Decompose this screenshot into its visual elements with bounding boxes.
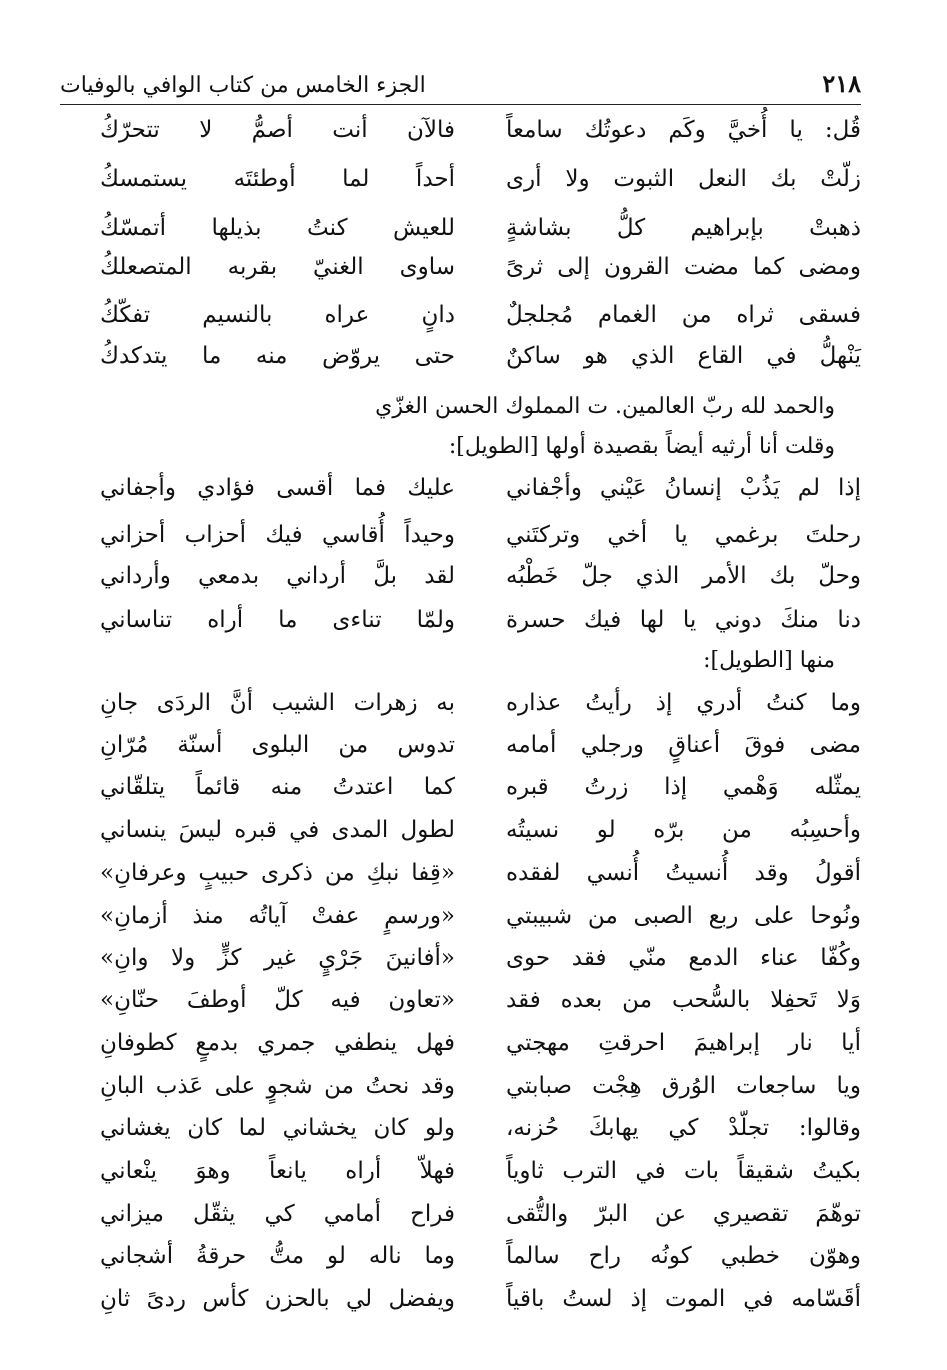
verse-line [100, 1020, 861, 1066]
verse-second-hemistich: ساوى الغنيّ بقربه المتصعلكُ [100, 254, 455, 280]
verse-line [100, 1233, 861, 1279]
verse-first-hemistich: ونُوحا على ربع الصبى من شبيبتي [506, 903, 861, 929]
verse-line [100, 512, 861, 558]
verse-first-hemistich: ومضى كما مضت القرون إلى ثرىً [506, 254, 861, 280]
verse-first-hemistich: وهوّن خطبي كونُه راح سالماً [506, 1243, 861, 1269]
verse-first-hemistich: وأحسِبُه من برّه لو نسيتُه [506, 817, 861, 843]
verse-line [100, 156, 861, 202]
verse-first-hemistich: أقولُ وقد أُنسيتُ أُنسي لفقده [506, 860, 861, 886]
verse-first-hemistich: فسقى ثراه من الغمام مُجلجلٌ [506, 302, 861, 328]
verse-second-hemistich: فراح أمامي كي يثقّل ميزاني [100, 1201, 455, 1227]
verse-first-hemistich: ويا ساجعات الوُرق هِجْت صبابتي [506, 1073, 861, 1099]
verse-line [100, 893, 861, 939]
verse-second-hemistich: للعيش كنتُ بذيلها أتمسّكُ [100, 215, 455, 241]
verse-second-hemistich: كما اعتدتُ منه قائماً يتلقّاني [100, 774, 455, 800]
verse-line [100, 292, 861, 338]
prose-line: منها [الطويل]: [703, 647, 835, 673]
verse-line [100, 333, 861, 379]
verse-line [100, 935, 861, 981]
verse-second-hemistich: دانٍ عراه بالنسيم تفكّكُ [100, 302, 455, 328]
verse-line [100, 722, 861, 768]
verse-second-hemistich: وحيداً أُقاسي فيك أحزاب أحزاني [100, 522, 455, 548]
verse-first-hemistich: وما كنتُ أدري إذ رأيتُ عذاره [506, 690, 861, 716]
verse-second-hemistich: فالآن أنت أصمُّ لا تتحرّكُ [100, 117, 455, 143]
verse-second-hemistich: لطول المدى في قبره ليسَ ينساني [100, 817, 455, 843]
verse-first-hemistich: وقالوا: تجلّدْ كي يهابكَ حُزنه، [506, 1115, 861, 1141]
running-title: الجزء الخامس من كتاب الوافي بالوفيات [60, 73, 426, 98]
verse-line [100, 1276, 861, 1322]
verse-line [100, 553, 861, 599]
verse-first-hemistich: ذهبتْ بإبراهيم كلُّ بشاشةٍ [506, 215, 861, 241]
verse-line [100, 244, 861, 290]
verse-line [100, 465, 861, 511]
page-header [60, 58, 861, 105]
verse-second-hemistich: وما ناله لو متُّ حرقةُ أشجاني [100, 1243, 455, 1269]
verse-line [100, 1191, 861, 1237]
verse-second-hemistich: عليك فما أقسى فؤادي وأجفاني [100, 475, 455, 501]
verse-second-hemistich: «ورسمٍ عفتْ آياتُه منذ أزمانِ» [100, 903, 455, 929]
verse-first-hemistich: رحلتَ برغمي يا أخي وتركتَني [506, 522, 861, 548]
verse-second-hemistich: به زهرات الشيب أنَّ الردَى جانِ [100, 690, 455, 716]
verse-second-hemistich: أحداً لما أوطئتَه يستمسكُ [100, 166, 455, 192]
verse-line [100, 764, 861, 810]
verse-first-hemistich: وَلا تَحفِلا بالسُّحب من بعده فقد [506, 987, 861, 1013]
verse-second-hemistich: ويفضل لي بالحزن كأس ردىً ثانِ [100, 1286, 455, 1312]
page-number: ٢١٨ [822, 69, 861, 98]
verse-line [100, 107, 861, 153]
verse-line [100, 597, 861, 643]
verse-second-hemistich: فهل ينطفي جمري بدمعٍ كطوفانِ [100, 1030, 455, 1056]
verse-line [100, 850, 861, 896]
verse-second-hemistich: ولمّا تناءى ما أراه تناساني [100, 607, 455, 633]
verse-second-hemistich: ولو كان يخشاني لما كان يغشاني [100, 1115, 455, 1141]
verse-second-hemistich: وقد نحتُ من شجوٍ على عَذب البانِ [100, 1073, 455, 1099]
verse-line [100, 1105, 861, 1151]
verse-line [100, 977, 861, 1023]
prose-line: وقلت أنا أرثيه أيضاً بقصيدة أولها [الطويل]: [448, 433, 835, 459]
verse-first-hemistich: توهّمَ تقصيري عن البرّ والتُّقى [506, 1201, 861, 1227]
verse-first-hemistich: أيا نار إبراهيمَ احرقتِ مهجتي [506, 1030, 861, 1056]
verse-line [100, 1148, 861, 1194]
verse-first-hemistich: مضى فوقَ أعناقٍ ورجلي أمامه [506, 732, 861, 758]
prose-line: والحمد لله ربّ العالمين. ت المملوك الحسن الغزّي [375, 393, 835, 419]
verse-first-hemistich: يمثّله وَهْمي إذا زرتُ قبره [506, 774, 861, 800]
verse-first-hemistich: إذا لم يَذُبْ إنسانُ عَيْني وأجْفاني [506, 475, 861, 501]
verse-first-hemistich: أقَسّامه في الموت إذ لستُ باقياً [506, 1286, 861, 1312]
verse-first-hemistich: يَنْهلُّ في القاع الذي هو ساكنٌ [506, 343, 861, 369]
verse-second-hemistich: «أفانينَ جَرْيٍ غير كزٍّ ولا وانِ» [100, 945, 455, 971]
verse-second-hemistich: حتى يروّض منه ما يتدكدكُ [100, 343, 455, 369]
verse-line [100, 1063, 861, 1109]
verse-first-hemistich: دنا منكَ دوني يا لها فيك حسرة [506, 607, 861, 633]
verse-second-hemistich: «تعاون فيه كلّ أوطفَ حنّانِ» [100, 987, 455, 1013]
verse-first-hemistich: بكيتُ شقيقاً بات في الترب ثاوياً [506, 1158, 861, 1184]
verse-first-hemistich: وكُفّا عناء الدمع منّي فقد حوى [506, 945, 861, 971]
verse-second-hemistich: لقد بلَّ أرداني بدمعي وأرداني [100, 563, 455, 589]
verse-line [100, 807, 861, 853]
verse-first-hemistich: زلّتْ بك النعل الثبوت ولا أرى [506, 166, 861, 192]
verse-second-hemistich: «قِفا نبكِ من ذكرى حبيبٍ وعرفانِ» [100, 860, 455, 886]
verse-second-hemistich: فهلاّ أراه يانعاً وهوَ ينْعاني [100, 1158, 455, 1184]
verse-line [100, 680, 861, 726]
verse-second-hemistich: تدوس من البلوى أسنّة مُرّانِ [100, 732, 455, 758]
verse-first-hemistich: وحلّ بك الأمر الذي جلّ خَطْبُه [506, 563, 861, 589]
verse-first-hemistich: قُل: يا أُخيَّ وكَم دعوتُك سامعاً [506, 117, 861, 143]
